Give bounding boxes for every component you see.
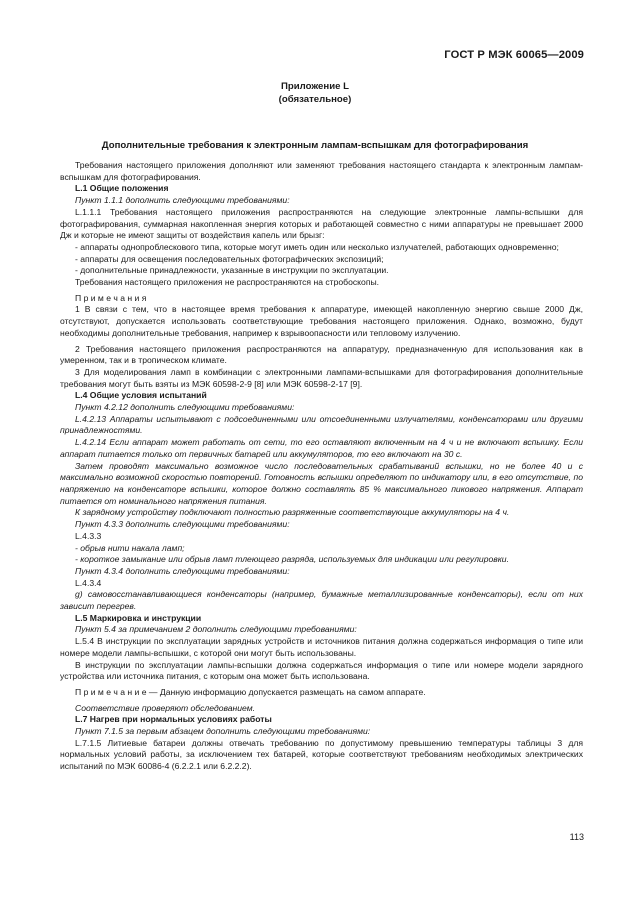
note-text: 1 В связи с тем, что в настоящее время требования к аппаратуре, имеющей накопленную энергию свыше 2000 Дж, отсутствуют, допускается использовать соответствующие требования настоящего приложения. Однако, возможно, будут необходимы дополнительные требования, например к взрывоопасности или тепловому излучению.	[60, 304, 583, 338]
document-body	[60, 160, 583, 773]
section-heading: L.4 Общие условия испытаний	[75, 390, 207, 401]
notes-heading: П р и м е ч а н и я	[75, 292, 147, 303]
list-item: - обрыв нити накала ламп;	[75, 542, 185, 553]
list-item: g) самовосстанавливающиеся конденсаторы (например, бумажные металлизированные конденсаторы), если от них зависит перегрев.	[60, 589, 583, 612]
note-text: П р и м е ч а н и е — Данную информацию допускается размещать на самом аппарате.	[75, 686, 426, 697]
clause-instruction: Пункт 7.1.5 за первым абзацем дополнить следующими требованиями:	[75, 726, 371, 737]
note-text: 2 Требования настоящего приложения распространяются на аппаратуру, предназначенную для использования как в умеренном, так и в тропическом климате.	[60, 343, 583, 366]
list-item: - короткое замыкание или обрыв ламп тлеющего разряда, используемых для индикации или регулировки.	[75, 554, 509, 565]
clause-instruction: Пункт 5.4 за примечанием 2 дополнить следующими требованиями:	[75, 624, 357, 635]
page-number: 113	[569, 832, 584, 842]
clause-instruction: Пункт 4.3.3 дополнить следующими требованиями:	[75, 519, 290, 530]
clause-instruction: Пункт 4.3.4 дополнить следующими требованиями:	[75, 565, 290, 576]
note-text: 3 Для моделирования ламп в комбинации с электронными лампами-вспышками для фотографирования дополнительные требования могут быть взяты из МЭК 60598-2-9 [8] или МЭК 60598-2-17 [9].	[60, 366, 583, 389]
appendix-subtitle: (обязательное)	[278, 94, 352, 105]
clause-number: L.4.3.3	[75, 530, 102, 541]
clause-text: L.7.1.5 Литиевые батареи должны отвечать требованию по допустимому превышению температуры таблицы 3 для нормальных условий работы, за исключением тех батарей, которые соответствуют требованиям необходимых электрических испытаний по МЭК 60086-4 (6.2.2.1 или 6.2.2.2).	[60, 737, 583, 772]
section-heading: L.7 Нагрев при нормальных условиях работы	[75, 714, 272, 725]
clause-text: Требования настоящего приложения не распространяются на стробоскопы.	[75, 277, 380, 288]
appendix-title: Приложение L	[281, 81, 349, 92]
list-item: - аппараты однопроблескового типа, которые могут иметь один или несколько излучателей, работающих одновременно;	[75, 241, 559, 252]
document-code: ГОСТ Р МЭК 60065—2009	[444, 49, 584, 61]
clause-text: К зарядному устройству подключают полностью разряженные соответствующие аккумуляторы на 4 ч.	[75, 507, 510, 518]
clause-instruction: Пункт 1.1.1 дополнить следующими требованиями:	[75, 195, 290, 206]
section-heading: L.5 Маркировка и инструкции	[75, 612, 202, 623]
clause-text: В инструкции по эксплуатации лампы-вспышки должна содержаться информация о типе или номере модели зарядного устройства или источника питания, с которым она может быть использована.	[60, 659, 583, 682]
clause-text: L.4.2.13 Аппараты испытывают с подсоединенными или отсоединенными излучателями, конденсаторами или другими принадлежностями.	[60, 413, 583, 436]
clause-text: L.1.1.1 Требования настоящего приложения распространяются на следующие электронные лампы-вспышки для фотографирования, суммарная накопленная энергия которых и работающей совместно с ними аппаратуры не превышает 2000 Дж и которые не имеют защиты от воздействия капель или брызг:	[60, 206, 583, 241]
main-title: Дополнительные требования к электронным лампам-вспышкам для фотографирования	[101, 140, 529, 151]
clause-text: L.5.4 В инструкции по эксплуатации зарядных устройств и источников питания должна содержаться информация о типе или номере модели лампы-вспышки, с которой они могут быть использованы.	[60, 636, 583, 658]
compliance-text: Соответствие проверяют обследованием.	[75, 702, 256, 713]
clause-instruction: Пункт 4.2.12 дополнить следующими требованиями:	[75, 402, 295, 413]
clause-text: L.4.2.14 Если аппарат может работать от сети, то его оставляют включенным на 4 ч и не включают вспышку. Если аппарат питается только от первичных батарей или аккумуляторов, то его включают на 30 с.	[60, 437, 583, 459]
section-heading: L.1 Общие положения	[75, 183, 169, 194]
list-item: - аппараты для освещения последовательных фотографических экспозиций;	[75, 253, 384, 264]
clause-text: Затем проводят максимально возможное число последовательных срабатываний вспышки, но не более 40 и с максимально возможной скоростью повторений. Готовность вспышки определяют по индикатору или, в его отсутствие, по напряжению на конденсаторе вспышки, которое должно составлять 85 % максимального пикового напряжения. Аппарат питается от номинального напряжения питания.	[60, 460, 583, 506]
clause-number: L.4.3.4	[75, 577, 102, 588]
list-item: - дополнительные принадлежности, указанные в инструкции по эксплуатации.	[75, 265, 389, 276]
intro-paragraph: Требования настоящего приложения дополняют или заменяют требования настоящего стандарта к электронным лампам-вспышкам для фотографирования.	[60, 160, 583, 182]
